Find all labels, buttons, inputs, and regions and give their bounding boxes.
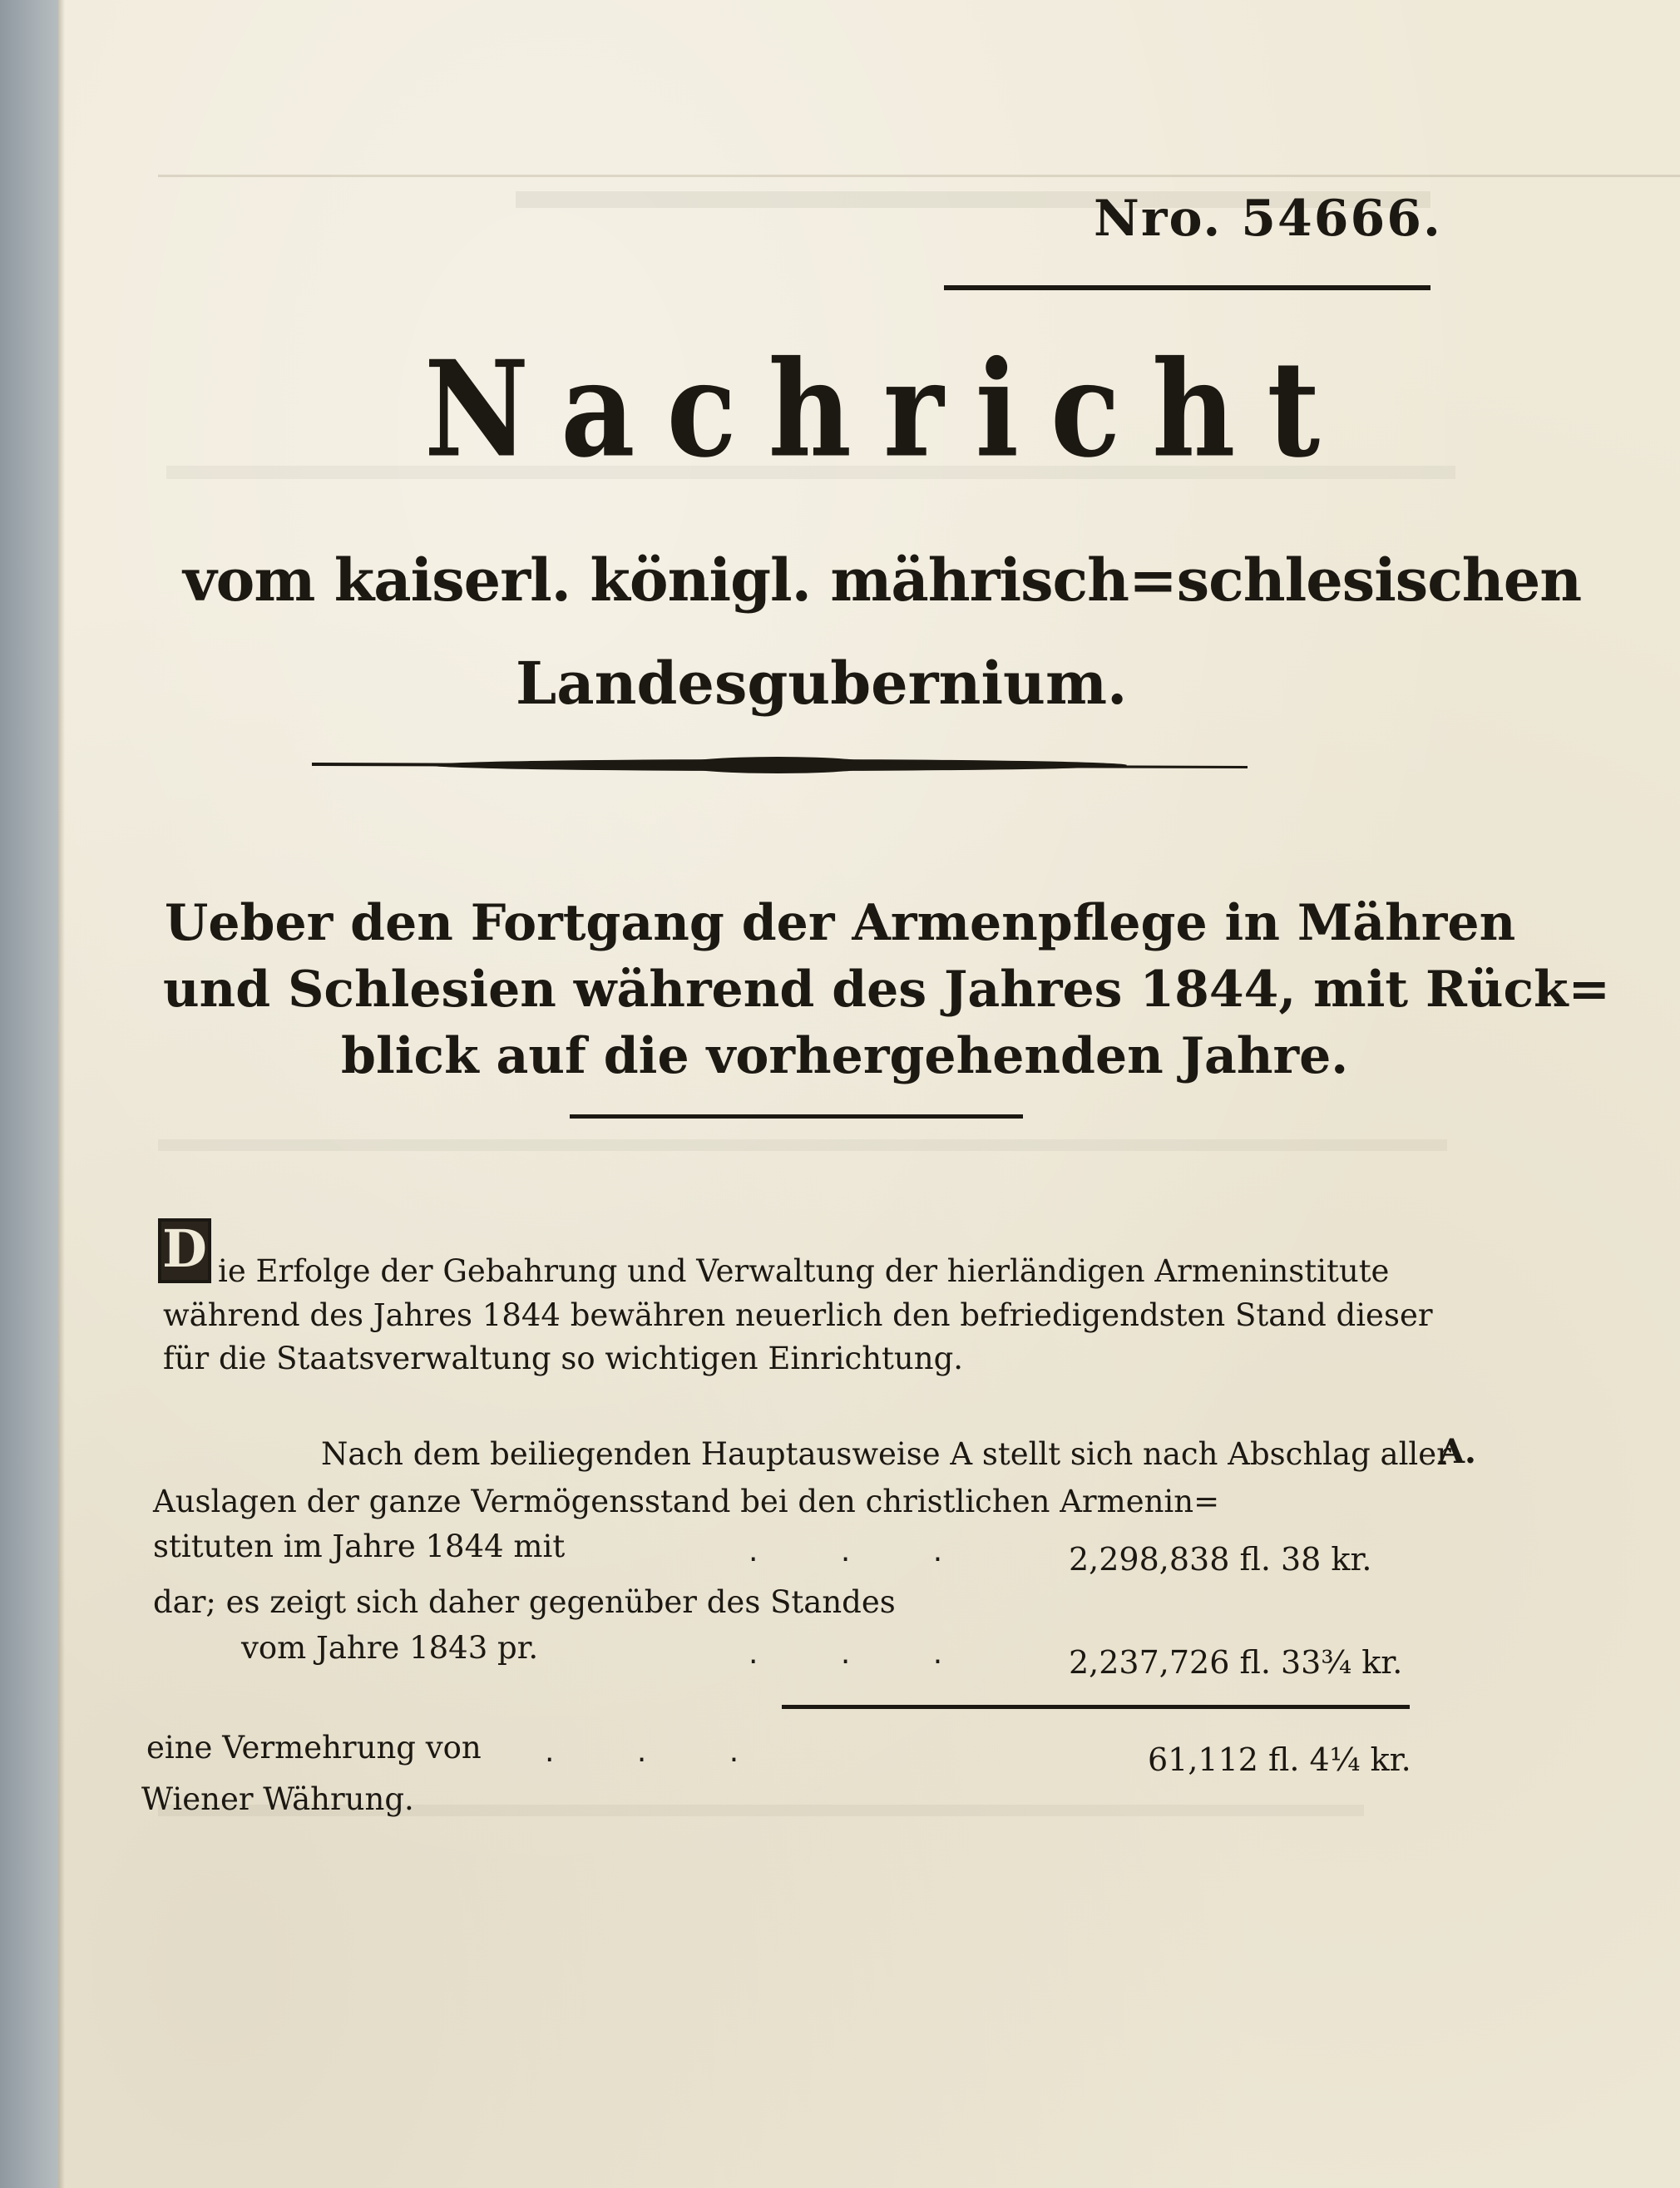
leader-dots: . . . bbox=[749, 1534, 980, 1568]
paragraph-1-line-2: während des Jahres 1844 bewähren neuerlich den befriedigendsten Stand dieser bbox=[163, 1297, 1433, 1333]
heading-line-2: und Schlesien während des Jahres 1844, mit Rück= bbox=[163, 961, 1610, 1019]
amount-increase: 61,112 fl. 4¼ kr. bbox=[1148, 1741, 1411, 1778]
paper-edge-shadow bbox=[58, 0, 65, 2188]
margin-mark: A. bbox=[1439, 1432, 1476, 1471]
amount-1843: 2,237,726 fl. 33¾ kr. bbox=[1069, 1644, 1403, 1681]
paragraph-1-line-3: für die Staatsverwaltung so wichtigen Einrichtung. bbox=[163, 1341, 964, 1376]
leader-dots: . . . bbox=[545, 1735, 776, 1769]
subtitle-line-2: Landesgubernium. bbox=[516, 649, 1128, 718]
paper-fold bbox=[158, 175, 1680, 177]
paragraph-2-line-3: stituten im Jahre 1844 mit bbox=[153, 1529, 566, 1564]
heading-line-1: Ueber den Fortgang der Armenpflege in Mähren bbox=[165, 894, 1516, 952]
heading-line-3: blick auf die vorhergehenden Jahre. bbox=[341, 1027, 1349, 1085]
paragraph-2-line-7: Wiener Währung. bbox=[141, 1781, 414, 1817]
paragraph-2-line-4: dar; es zeigt sich daher gegenüber des Standes bbox=[153, 1584, 896, 1620]
leader-dots: . . . bbox=[749, 1637, 980, 1671]
headline: Nachricht bbox=[424, 331, 1352, 487]
document-number: Nro. 54666. bbox=[1094, 190, 1442, 248]
paper-sheet bbox=[58, 0, 1680, 2188]
paragraph-2-line-2: Auslagen der ganze Vermögensstand bei den christlichen Armenin= bbox=[153, 1484, 1220, 1519]
bleed-through-shading bbox=[158, 1139, 1447, 1151]
drop-cap: D bbox=[158, 1218, 211, 1283]
number-underline bbox=[944, 285, 1430, 290]
heading-underline bbox=[570, 1114, 1023, 1119]
subtitle-line-1: vom kaiserl. königl. mährisch=schlesischen bbox=[183, 546, 1582, 615]
paragraph-1-line-1: ie Erfolge der Gebahrung und Verwaltung der hierländigen Armeninstitute bbox=[218, 1253, 1390, 1289]
ornamental-rule bbox=[312, 755, 1248, 775]
scan-background bbox=[0, 0, 62, 2188]
sum-rule bbox=[782, 1705, 1410, 1709]
paragraph-2-line-5: vom Jahre 1843 pr. bbox=[241, 1630, 539, 1666]
amount-1844: 2,298,838 fl. 38 kr. bbox=[1069, 1541, 1372, 1578]
paragraph-2-line-6: eine Vermehrung von bbox=[146, 1730, 482, 1766]
paragraph-2-line-1: Nach dem beiliegenden Hauptausweise A stellt sich nach Abschlag aller bbox=[321, 1436, 1451, 1472]
